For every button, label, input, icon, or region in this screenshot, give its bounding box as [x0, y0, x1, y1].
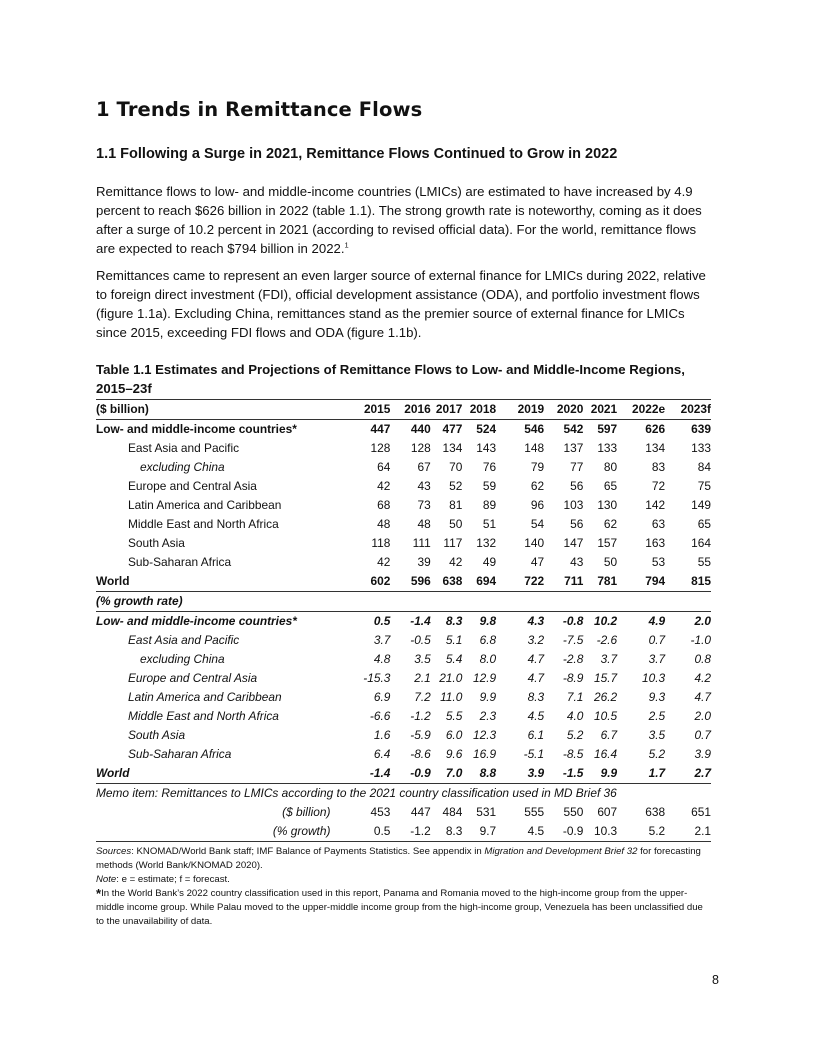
table-cell: 47 — [530, 555, 545, 569]
table-row — [96, 745, 711, 764]
table-cell: 5.4 — [445, 652, 463, 666]
table-cell: 76 — [482, 460, 497, 474]
table-cell: 77 — [570, 460, 584, 474]
table-cell: 447 — [370, 422, 391, 436]
table-cell: 62 — [530, 479, 545, 493]
document-page — [96, 98, 711, 929]
table-cell: 48 — [417, 517, 431, 531]
table-cell: 6.4 — [373, 747, 391, 761]
table-cell: 2.7 — [665, 764, 711, 784]
table-cell: 453 — [370, 805, 391, 819]
table-cell: 81 — [449, 498, 463, 512]
table-row — [96, 726, 711, 745]
year-header: 2015 — [342, 400, 390, 420]
table-cell: 56 — [570, 517, 584, 531]
table-cell: 70 — [449, 460, 463, 474]
unit-label: ($ billion) — [96, 400, 342, 420]
table-cell: 39 — [417, 555, 431, 569]
table-cell: 157 — [597, 536, 618, 550]
table-cell: 8.3 — [527, 690, 545, 704]
table-cell: 3.7 — [648, 652, 666, 666]
table-cell: 134 — [442, 441, 463, 455]
paragraph-1-text: Remittance flows to low- and middle-income countries (LMICs) are estimated to have increased by 4.9 percent to reach $626 billion in 2022 (table 1.1). The strong growth rate is noteworthy, coming as it does after a surge of 10.2 percent in 2021 (according to revised official data). For the world, remittance flows are expected to reach $794 billion in 2022. — [96, 184, 702, 256]
table-cell: 815 — [691, 574, 711, 588]
table-cell: 0.5 — [342, 822, 390, 842]
table-cell: -0.8 — [562, 614, 584, 628]
table-cell: 4.9 — [648, 614, 666, 628]
table-cell: 607 — [597, 805, 618, 819]
table-cell: 52 — [449, 479, 463, 493]
row-label: East Asia and Pacific — [128, 633, 240, 647]
table-cell: -8.5 — [562, 747, 584, 761]
table-notes — [96, 845, 711, 929]
table-cell: 596 — [410, 574, 431, 588]
table-cell: 602 — [370, 574, 391, 588]
table-cell: -0.9 — [544, 822, 583, 842]
table-row — [96, 650, 711, 669]
footnote-marker[interactable]: 1 — [344, 240, 349, 250]
table-cell: 4.0 — [566, 709, 584, 723]
table-cell: 4.5 — [496, 822, 544, 842]
table-cell: 133 — [691, 441, 711, 455]
table-cell: 132 — [476, 536, 497, 550]
table-cell: 0.8 — [694, 652, 711, 666]
table-header-row — [96, 400, 711, 420]
table-cell: 65 — [603, 479, 618, 493]
classification-note: *In the World Bank’s 2022 country classification used in this report, Panama and Romania moved to the high-income group from the upper-middle income group. While Palau moved to the upper-middle income group from the high-income group, Venezuela has been unclassified due to the unavailability of data. — [96, 886, 703, 927]
remittance-table — [96, 399, 711, 842]
row-label: Sub-Saharan Africa — [128, 747, 232, 761]
table-cell: 128 — [410, 441, 431, 455]
table-row — [96, 553, 711, 572]
table-cell: 7.0 — [431, 764, 463, 784]
table-row — [96, 439, 711, 458]
table-cell: 128 — [370, 441, 391, 455]
table-cell: 9.7 — [462, 822, 496, 842]
table-cell: 10.3 — [583, 822, 617, 842]
table-cell: 134 — [645, 441, 666, 455]
table-cell: 49 — [482, 555, 497, 569]
table-cell: -1.4 — [342, 764, 390, 784]
table-cell: -1.2 — [390, 822, 430, 842]
table-cell: 626 — [645, 422, 666, 436]
row-label: South Asia — [128, 728, 186, 742]
growth-section-row — [96, 592, 711, 612]
table-cell: 3.5 — [414, 652, 431, 666]
paragraph-2: Remittances came to represent an even larger source of external finance for LMICs during 2022, relative to foreign direct investment (FDI), official development assistance (ODA), and portfolio investment flows (figure 1.1a). Excluding China, remittances stand as the premier source of external finance for LMICs since 2015, exceeding FDI flows and ODA (figure 1.1b). — [96, 268, 706, 340]
table-cell: 8.3 — [445, 614, 463, 628]
table-cell: 9.3 — [648, 690, 666, 704]
table-cell: 56 — [570, 479, 584, 493]
year-header: 2022e — [617, 400, 665, 420]
table-cell: 68 — [377, 498, 391, 512]
table-cell: 531 — [476, 805, 497, 819]
row-label: South Asia — [128, 536, 185, 550]
table-cell: 16.4 — [594, 747, 618, 761]
table-cell: 53 — [651, 555, 666, 569]
table-cell: 62 — [603, 517, 618, 531]
table-cell: 8.0 — [479, 652, 497, 666]
table-cell: 1.6 — [373, 728, 391, 742]
table-cell: 794 — [645, 574, 666, 588]
table-cell: 638 — [645, 805, 666, 819]
table-cell: -5.9 — [410, 728, 431, 742]
table-cell: 73 — [417, 498, 431, 512]
table-cell: 54 — [530, 517, 545, 531]
row-label: Latin America and Caribbean — [128, 690, 282, 704]
table-cell: 2.5 — [648, 709, 666, 723]
table-cell: 48 — [377, 517, 391, 531]
table-cell: 3.7 — [600, 652, 618, 666]
table-row — [96, 612, 711, 632]
table-cell: 4.5 — [527, 709, 545, 723]
table-cell: 118 — [371, 536, 391, 550]
table-cell: 16.9 — [472, 747, 497, 761]
table-cell: 103 — [563, 498, 584, 512]
row-label: Latin America and Caribbean — [128, 498, 282, 512]
table-cell: 26.2 — [594, 690, 618, 704]
table-cell: 6.1 — [527, 728, 545, 742]
table-cell: 130 — [597, 498, 618, 512]
table-cell: 72 — [651, 479, 666, 493]
row-label: Europe and Central Asia — [128, 479, 257, 493]
table-row — [96, 688, 711, 707]
year-header: 2023f — [665, 400, 711, 420]
table-cell: 79 — [530, 460, 545, 474]
table-cell: 555 — [524, 805, 545, 819]
row-label: excluding China — [140, 652, 225, 666]
table-cell: 117 — [443, 536, 463, 550]
row-label: East Asia and Pacific — [128, 441, 240, 455]
table-cell: 3.2 — [527, 633, 545, 647]
table-cell: 5.2 — [566, 728, 584, 742]
table-cell: -5.1 — [523, 747, 545, 761]
table-cell: 96 — [530, 498, 545, 512]
table-cell: 484 — [442, 805, 463, 819]
table-cell: 9.6 — [445, 747, 463, 761]
table-cell: 638 — [442, 574, 463, 588]
table-row — [96, 764, 711, 784]
table-cell: 3.9 — [496, 764, 544, 784]
row-label: excluding China — [140, 460, 225, 474]
table-cell: 4.2 — [694, 671, 711, 685]
table-cell: 9.8 — [479, 614, 497, 628]
memo-title-row — [96, 784, 711, 804]
table-cell: 524 — [476, 422, 497, 436]
table-cell: -0.9 — [390, 764, 430, 784]
table-cell: 42 — [377, 555, 391, 569]
table-cell: -8.6 — [410, 747, 431, 761]
table-cell: 12.3 — [472, 728, 497, 742]
table-cell: 50 — [603, 555, 618, 569]
table-cell: 67 — [417, 460, 431, 474]
table-title: Table 1.1 Estimates and Projections of Remittance Flows to Low- and Middle-Income Regions, 2015–23f — [96, 362, 685, 396]
memo-row-label: ($ billion) — [282, 805, 331, 819]
row-label: Low- and middle-income countries* — [96, 614, 297, 628]
table-cell: -1.4 — [410, 614, 431, 628]
table-cell: 15.7 — [594, 671, 618, 685]
table-cell: 8.3 — [431, 822, 463, 842]
table-cell: 21.0 — [439, 671, 463, 685]
table-cell: 722 — [524, 574, 545, 588]
table-cell: 3.9 — [694, 747, 711, 761]
table-row — [96, 458, 711, 477]
table-cell: 546 — [524, 422, 545, 436]
table-cell: -0.5 — [410, 633, 431, 647]
table-cell: 1.7 — [617, 764, 665, 784]
table-row — [96, 420, 711, 440]
table-cell: 43 — [570, 555, 584, 569]
table-cell: 63 — [651, 517, 666, 531]
table-cell: 5.2 — [617, 822, 665, 842]
table-cell: 65 — [697, 517, 711, 531]
table-cell: -7.5 — [562, 633, 584, 647]
table-row — [96, 515, 711, 534]
row-label: Middle East and North Africa — [128, 709, 279, 723]
memo-row — [96, 803, 711, 822]
table-cell: 164 — [691, 536, 711, 550]
table-cell: 43 — [417, 479, 431, 493]
table-cell: 542 — [563, 422, 584, 436]
table-cell: 597 — [597, 422, 618, 436]
table-cell: 711 — [564, 574, 584, 588]
table-cell: 10.2 — [594, 614, 618, 628]
table-cell: 80 — [603, 460, 618, 474]
table-cell: 0.7 — [694, 728, 711, 742]
table-cell: -8.9 — [562, 671, 584, 685]
chapter-heading: 1 Trends in Remittance Flows — [96, 98, 423, 121]
table-cell: 10.5 — [594, 709, 618, 723]
table-cell: -1.5 — [544, 764, 583, 784]
year-header: 2018 — [462, 400, 496, 420]
table-cell: 140 — [524, 536, 545, 550]
table-cell: -6.6 — [369, 709, 391, 723]
year-header: 2016 — [390, 400, 430, 420]
table-cell: 75 — [697, 479, 711, 493]
table-cell: 639 — [691, 422, 711, 436]
memo-row — [96, 822, 711, 842]
table-cell: 4.7 — [527, 652, 545, 666]
table-cell: 3.5 — [648, 728, 666, 742]
table-cell: -2.8 — [562, 652, 584, 666]
table-cell: 651 — [691, 805, 711, 819]
table-cell: 42 — [449, 555, 463, 569]
memo-title: Memo item: Remittances to LMICs according to the 2021 country classification used in MD Brief 36 — [96, 786, 617, 800]
table-cell: 5.1 — [445, 633, 463, 647]
table-cell: 51 — [482, 517, 497, 531]
table-cell: 0.5 — [373, 614, 391, 628]
year-header: 2020 — [544, 400, 583, 420]
table-cell: 7.1 — [566, 690, 584, 704]
table-cell: 4.7 — [694, 690, 711, 704]
table-cell: 137 — [563, 441, 584, 455]
table-cell: 142 — [645, 498, 666, 512]
row-label: Middle East and North Africa — [128, 517, 279, 531]
table-row — [96, 669, 711, 688]
row-label: Low- and middle-income countries* — [96, 422, 297, 436]
table-cell: 7.2 — [414, 690, 431, 704]
table-cell: 12.9 — [472, 671, 497, 685]
table-cell: 6.0 — [445, 728, 463, 742]
row-label: Europe and Central Asia — [128, 671, 258, 685]
memo-row-label: (% growth) — [96, 822, 342, 842]
year-header: 2021 — [583, 400, 617, 420]
table-cell: 2.1 — [665, 822, 711, 842]
table-cell: 2.1 — [414, 671, 431, 685]
table-cell: 59 — [482, 479, 497, 493]
table-cell: 4.3 — [527, 614, 545, 628]
table-cell: 9.9 — [583, 764, 617, 784]
table-cell: 6.7 — [600, 728, 618, 742]
table-cell: 9.9 — [479, 690, 497, 704]
table-cell: 11.0 — [440, 690, 463, 704]
table-cell: 143 — [476, 441, 497, 455]
year-header: 2017 — [431, 400, 463, 420]
row-label: Sub-Saharan Africa — [128, 555, 232, 569]
table-cell: 2.0 — [694, 614, 711, 628]
table-row — [96, 477, 711, 496]
table-row — [96, 707, 711, 726]
table-cell: -15.3 — [363, 671, 391, 685]
table-cell: 10.3 — [641, 671, 666, 685]
table-cell: 163 — [645, 536, 666, 550]
row-label: World — [96, 574, 130, 588]
table-row — [96, 572, 711, 592]
table-cell: 3.7 — [373, 633, 391, 647]
section-heading: 1.1 Following a Surge in 2021, Remittance Flows Continued to Grow in 2022 — [96, 146, 618, 162]
table-row — [96, 631, 711, 650]
table-cell: 550 — [563, 805, 584, 819]
table-cell: -1.2 — [410, 709, 431, 723]
table-cell: 148 — [524, 441, 545, 455]
table-cell: 440 — [410, 422, 431, 436]
table-cell: 6.8 — [479, 633, 497, 647]
table-cell: 2.3 — [479, 709, 497, 723]
table-cell: 89 — [482, 498, 497, 512]
table-cell: 5.5 — [445, 709, 463, 723]
table-cell: 0.7 — [648, 633, 666, 647]
table-cell: 4.7 — [527, 671, 545, 685]
table-cell: 50 — [449, 517, 463, 531]
row-label: World — [96, 764, 342, 784]
table-cell: 147 — [563, 536, 584, 550]
year-header: 2019 — [496, 400, 544, 420]
table-cell: 4.8 — [373, 652, 391, 666]
table-cell: 64 — [377, 460, 391, 474]
table-cell: 447 — [410, 805, 431, 819]
table-cell: -1.0 — [690, 633, 711, 647]
table-cell: 149 — [691, 498, 711, 512]
table-row — [96, 496, 711, 515]
sources-note: Sources: KNOMAD/World Bank staff; IMF Balance of Payments Statistics. See appendix in Migration and Development Brief 32 for forecasting methods (World Bank/KNOMAD 2020). — [96, 846, 701, 871]
table-cell: 84 — [697, 460, 711, 474]
growth-section-label: (% growth rate) — [96, 592, 711, 612]
table-cell: 133 — [597, 441, 618, 455]
paragraph-1 — [96, 182, 711, 258]
table-cell: 42 — [377, 479, 391, 493]
page-number: 8 — [712, 973, 719, 987]
table-cell: 477 — [442, 422, 463, 436]
table-cell: 6.9 — [373, 690, 391, 704]
table-row — [96, 534, 711, 553]
definitions-note: Note: e = estimate; f = forecast. — [96, 874, 230, 885]
table-cell: 111 — [412, 536, 431, 550]
table-cell: 83 — [651, 460, 666, 474]
table-cell: 8.8 — [462, 764, 496, 784]
table-cell: 2.0 — [694, 709, 711, 723]
table-cell: 55 — [697, 555, 711, 569]
table-cell: 781 — [597, 574, 618, 588]
table-cell: 5.2 — [648, 747, 666, 761]
table-cell: 694 — [476, 574, 497, 588]
table-cell: -2.6 — [596, 633, 618, 647]
